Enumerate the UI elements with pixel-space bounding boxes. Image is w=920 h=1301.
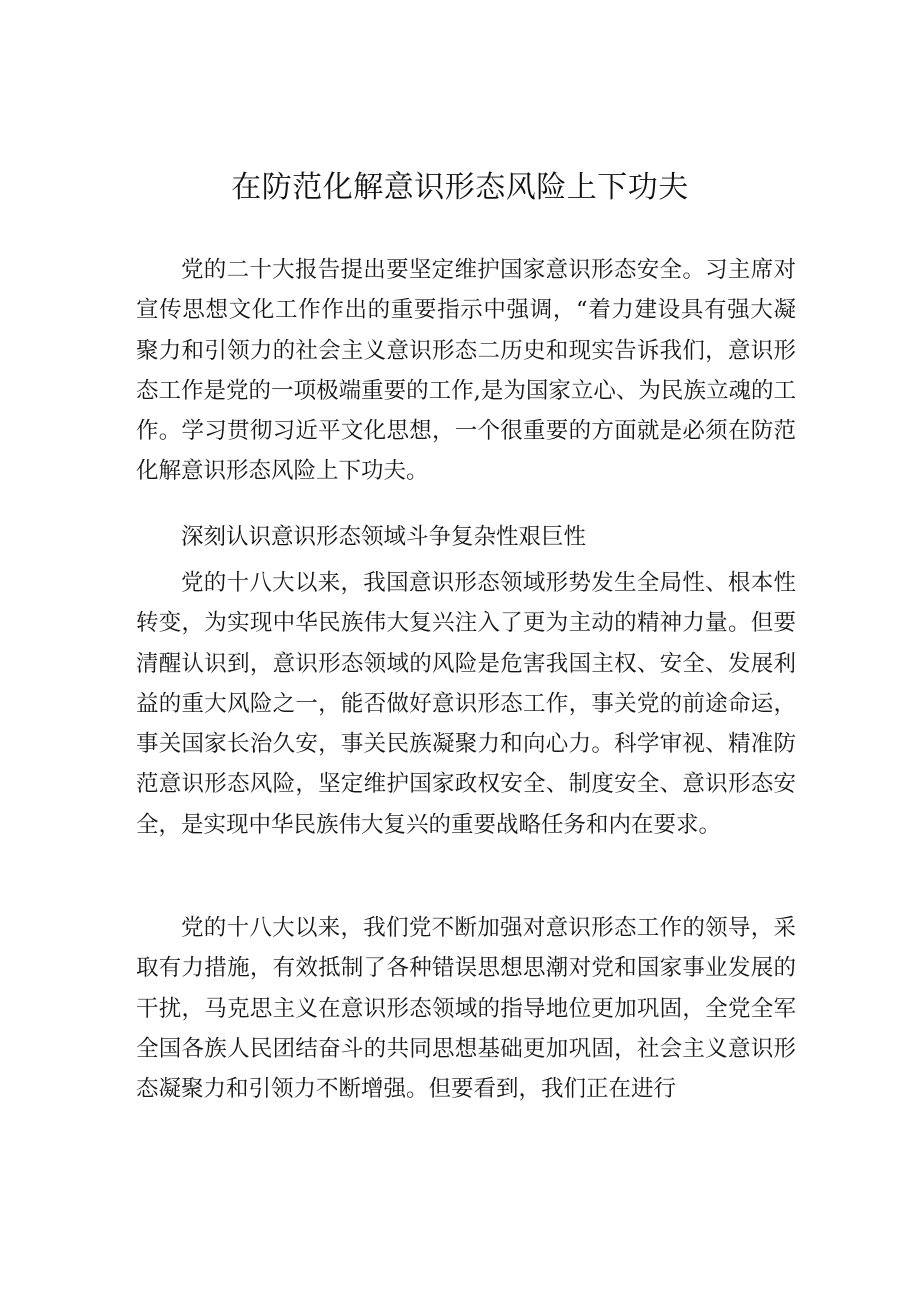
document-title: 在防范化解意识形态风险上下功夫 xyxy=(231,170,689,205)
paragraph-section-2: 党的十八大以来，我们党不断加强对意识形态工作的领导，采取有力措施，有效抵制了各种错误思想思潮对党和国家事业发展的干扰，马克思主义在意识形态领域的指导地位更加巩固，全党全军全国各族人民团结奋斗的共同思想基础更加巩固，社会主义意识形态凝聚力和引领力不断增强。但要看到，我们正在进行 xyxy=(136,915,796,1103)
paragraph-section-1: 党的十八大以来，我国意识形态领域形势发生全局性、根本性转变，为实现中华民族伟大复兴注入了更为主动的精神力量。但要清醒认识到，意识形态领域的风险是危害我国主权、安全、发展利益的重大风险之一，能否做好意识形态工作，事关党的前途命运，事关国家长治久安，事关民族凝聚力和向心力。科学审视、精准防范意识形态风险，坚定维护国家政权安全、制度安全、意识形态安全，是实现中华民族伟大复兴的重要战略任务和内在要求。 xyxy=(136,570,796,838)
section-heading: 深刻认识意识形态领域斗争复杂性艰巨性 xyxy=(181,524,587,550)
paragraph-intro: 党的二十大报告提出要坚定维护国家意识形态安全。习主席对宣传思想文化工作作出的重要指示中强调，“着力建设具有强大凝聚力和引领力的社会主义意识形态二历史和现实告诉我们，意识形态工作是党的一项极端重要的工作,是为国家立心、为民族立魂的工作。学习贯彻习近平文化思想，一个很重要的方面就是必须在防范化解意识形态风险上下功夫。 xyxy=(136,257,796,485)
